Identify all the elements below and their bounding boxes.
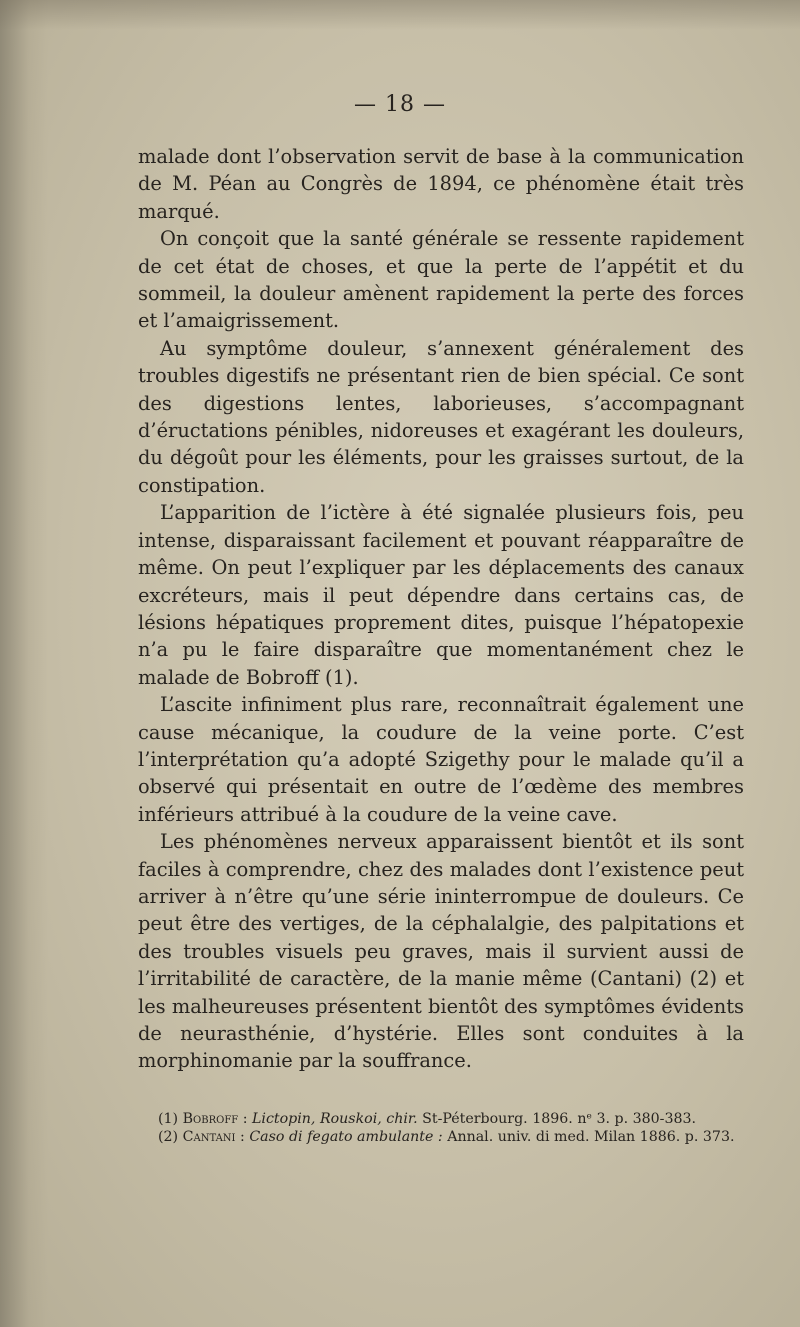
footnote-separator: : (238, 1111, 253, 1127)
paragraph-nervous-phenomena: Les phénomènes nerveux apparaissent bientôt et ils sont faciles à comprendre, chez des malades dont l’existence peut arriver à n’être qu’une série ininterrompue de douleurs. Ce peut être des vertiges, de la céphalalgie, des palpitations et des troubles visuels peu graves, mais il survient aussi de l’irritabilité de caractère, de la manie même (Cantani) (2) et les malheureuses présentent bientôt des symptômes évidents de neurasthénie, d’hystérie. Elles sont conduites à la morphinomanie par la souffrance. (138, 830, 744, 1073)
paragraph-digestive-troubles: Au symptôme douleur, s’annexent généralement des troubles digestifs ne présentant rien de bien spécial. Ce sont des digestions lentes, laborieuses, s’accompagnant d’éructations pénibles, nidoreuses et exagérant les douleurs, du dégoût pour les éléments, pour les graisses surtout, de la constipation. (138, 336, 744, 497)
paragraph-general-health: On conçoit que la santé générale se ressente rapidement de cet état de choses, et que la perte de l’appétit et du sommeil, la douleur amènent rapidement la perte des forces et l’amaigrissement. (138, 227, 744, 333)
footnote-reference: Annal. univ. di med. Milan 1886. p. 373. (442, 1129, 735, 1145)
binding-shadow (0, 0, 48, 1327)
body-text (138, 143, 744, 1075)
paragraph-continuation: malade dont l’observation servit de base à la communication de M. Péan au Congrès de 1894, ce phénomène était très marqué. (138, 145, 744, 223)
paragraph-icterus: L’apparition de l’ictère à été signalée plusieurs fois, peu intense, disparaissant facilement et pouvant réapparaître de même. On peut l’expliquer par les déplacements des canaux excréteurs, mais il peut dépendre dans certains cas, de lésions hépatiques proprement dites, puisque l’hépatopexie n’a pu le faire disparaître que momentanément chez le malade de Bobroff (1). (138, 501, 744, 689)
footnote-title: Lictopin, Rouskoi, chir. (252, 1111, 418, 1127)
footnote-title: Caso di fegato ambulante : (249, 1129, 443, 1145)
paragraph-ascites: L’ascite infiniment plus rare, reconnaîtrait également une cause mécanique, la coudure de la veine porte. C’est l’interprétation qu’a adopté Szigethy pour le malade qu’il a observé qui présentait en outre de l’œdème des membres inférieurs attribué à la coudure de la veine cave. (138, 693, 744, 826)
footnote-marker: (2) (158, 1129, 179, 1145)
footnote-separator: : (235, 1129, 250, 1145)
footnote-author: Cantani (182, 1129, 236, 1145)
footnote-marker: (1) (158, 1111, 179, 1127)
footnotes (138, 1110, 744, 1146)
top-edge-shadow (0, 0, 800, 30)
footnote-2 (138, 1128, 744, 1146)
footnote-reference: St-Péterbourg. 1896. nᵉ 3. p. 380-383. (417, 1111, 697, 1127)
page-number: — 18 — (354, 92, 446, 117)
footnote-1 (138, 1110, 744, 1128)
footnote-author: Bobroff (182, 1111, 239, 1127)
